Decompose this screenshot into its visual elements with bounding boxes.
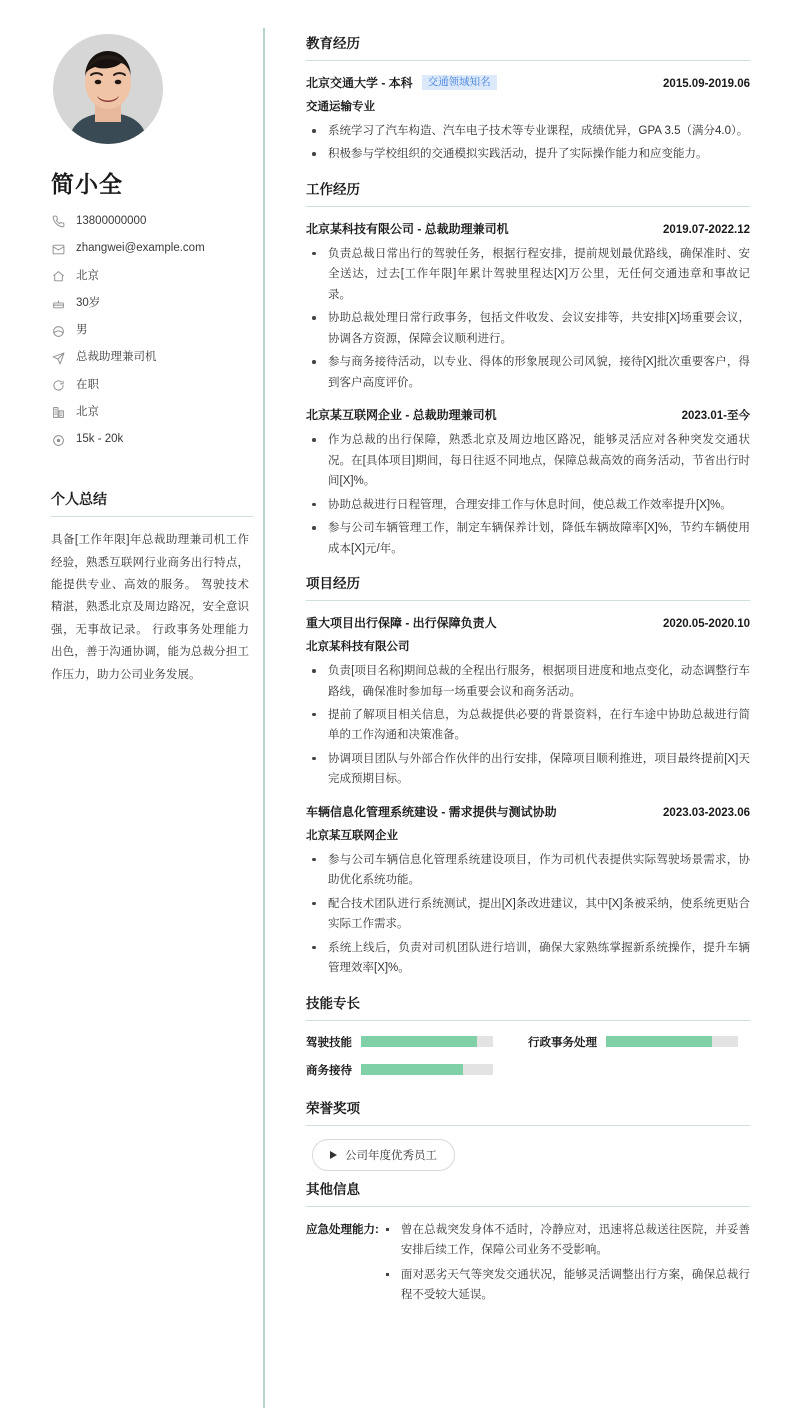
work-date: 2019.07-2022.12 (663, 223, 750, 236)
education-entry-head (306, 74, 750, 91)
project-company: 北京某互联网企业 (306, 829, 398, 842)
contact-location (52, 270, 237, 284)
list-item: 系统学习了汽车构造、汽车电子技术等专业课程，成绩优异，GPA 3.5（满分4.0）。 (308, 121, 750, 141)
list-item: 负责[项目名称]期间总裁的全程出行服务，根据项目进度和地点变化，动态调整行车路线，确保准时参加每一场重要会议和商务活动。 (308, 661, 750, 702)
honors-section-title: 荣誉奖项 (306, 1097, 750, 1126)
work-entry (306, 406, 750, 559)
list-item: 负责总裁日常出行的驾驶任务，根据行程安排，提前规划最优路线，确保准时、安全送达，过去[工作年限]年累计驾驶里程达[X]万公里，无任何交通违章和事故记录。 (308, 244, 750, 305)
section-education (306, 32, 750, 165)
contact-salary-value: 15k - 20k (76, 433, 124, 446)
skill-item (306, 1034, 528, 1050)
skill-progress-bar (361, 1064, 493, 1075)
work-entry-head (306, 406, 750, 423)
other-section-title: 其他信息 (306, 1178, 750, 1207)
avatar (53, 34, 163, 144)
gender-icon (52, 325, 69, 338)
contact-location-value: 北京 (76, 269, 99, 282)
contact-salary (52, 433, 237, 447)
contact-email-value: zhangwei@example.com (76, 242, 205, 255)
section-work (306, 178, 750, 559)
paper-plane-icon (52, 352, 69, 365)
honor-label: 公司年度优秀员工 (345, 1149, 437, 1162)
list-item: 曾在总裁突发身体不适时，冷静应对，迅速将总裁送往医院，并妥善安排后续工作，保障公司业务不受影响。 (383, 1220, 750, 1261)
contact-email (52, 242, 237, 256)
project-date: 2023.03-2023.06 (663, 806, 750, 819)
skill-item (306, 1062, 528, 1078)
contact-city-value: 北京 (76, 406, 99, 419)
play-triangle-icon (330, 1151, 337, 1159)
list-item: 提前了解项目相关信息，为总裁提供必要的背景资料，在行车途中协助总裁进行简单的工作沟通和决策准备。 (308, 705, 750, 746)
skill-label: 行政事务处理 (528, 1036, 597, 1049)
other-bullets (383, 1220, 750, 1310)
skill-progress-bar (606, 1036, 738, 1047)
education-section-title: 教育经历 (306, 32, 750, 61)
project-name: 重大项目出行保障 - 出行保障负责人 (306, 616, 497, 631)
honors-list (312, 1139, 750, 1171)
list-item: 系统上线后，负责对司机团队进行培训，确保大家熟练掌握新系统操作，提升车辆管理效率[X]%。 (308, 938, 750, 979)
skill-item (528, 1034, 750, 1050)
skill-progress-bar (361, 1036, 493, 1047)
skills-section-title: 技能专长 (306, 992, 750, 1021)
list-item: 作为总裁的出行保障，熟悉北京及周边地区路况，能够灵活应对各种突发交通状况。在[具体项目]期间，每日往返不同地点，保障总裁高效的商务活动，节省出行时间[X]%。 (308, 430, 750, 491)
list-item: 面对恶劣天气等突发交通状况，能够灵活调整出行方案，确保总裁行程不受较大延误。 (383, 1265, 750, 1306)
contact-city (52, 406, 237, 420)
contact-phone-value: 13800000000 (76, 215, 147, 227)
project-company: 北京某科技有限公司 (306, 641, 410, 654)
phone-icon (52, 215, 69, 228)
main-content (265, 0, 794, 1422)
education-date: 2015.09-2019.06 (663, 78, 750, 90)
section-skills (306, 992, 750, 1090)
work-date: 2023.01-至今 (681, 410, 750, 423)
list-item: 协助总裁处理日常行政事务，包括文件收发、会议安排等，共安排[X]场重要会议，协调各方资源，保障会议顺利进行。 (308, 308, 750, 349)
work-section-title: 工作经历 (306, 178, 750, 207)
contact-age (52, 297, 237, 311)
work-entry (306, 220, 750, 393)
project-name: 车辆信息化管理系统建设 - 需求提供与测试协助 (306, 804, 557, 819)
list-item: 协助总裁进行日程管理，合理安排工作与休息时间，使总裁工作效率提升[X]%。 (308, 495, 750, 515)
work-entry-head (306, 220, 750, 237)
skills-grid (306, 1034, 750, 1090)
list-item: 参与公司车辆信息化管理系统建设项目，作为司机代表提供实际驾驶场景需求，协助优化系统功能。 (308, 850, 750, 891)
page-title: 简小全 (51, 171, 123, 197)
skill-progress-fill (606, 1036, 712, 1047)
portrait-photo-icon (53, 34, 163, 144)
envelope-icon (52, 243, 69, 256)
work-position: 北京某互联网企业 - 总裁助理兼司机 (306, 408, 497, 423)
project-entry (306, 614, 750, 790)
summary-text: 具备[工作年限]年总裁助理兼司机工作经验，熟悉互联网行业商务出行特点，能提供专业、高效的服务。 驾驶技术精湛，熟悉北京及周边路况，安全意识强，无事故记录。 行政事务处理能力出色，善于沟通协调，能为总裁分担工作压力，助力公司业务发展。 (51, 534, 249, 681)
contact-list (52, 215, 237, 447)
contact-position (52, 351, 237, 365)
building-icon (52, 406, 69, 419)
projects-section-title: 项目经历 (306, 572, 750, 601)
education-major: 交通运输专业 (306, 101, 375, 113)
contact-status (52, 379, 237, 393)
skill-label: 商务接待 (306, 1064, 352, 1077)
other-row (306, 1220, 750, 1310)
education-school: 北京交通大学 - 本科 (306, 76, 413, 90)
refresh-icon (52, 379, 69, 392)
list-item: 参与公司车辆管理工作，制定车辆保养计划，降低车辆故障率[X]%，节约车辆使用成本[X]元/年。 (308, 518, 750, 559)
home-icon (52, 270, 69, 283)
contact-phone (52, 215, 237, 229)
work-bullets (308, 244, 750, 393)
education-bullets (308, 121, 750, 165)
list-item: 积极参与学校组织的交通模拟实践活动，提升了实际操作能力和应变能力。 (308, 144, 750, 164)
contact-age-value: 30岁 (76, 296, 101, 309)
section-honors (306, 1097, 750, 1171)
sidebar (0, 0, 265, 1422)
skill-progress-fill (361, 1036, 477, 1047)
work-bullets (308, 430, 750, 559)
project-date: 2020.05-2020.10 (663, 618, 750, 631)
skill-progress-fill (361, 1064, 463, 1075)
project-bullets (308, 850, 750, 979)
cake-icon (52, 297, 69, 310)
section-projects (306, 572, 750, 979)
project-entry (306, 803, 750, 979)
section-other (306, 1178, 750, 1310)
other-label: 应急处理能力: (306, 1223, 379, 1236)
status-badge: 交通领域知名 (422, 75, 497, 91)
work-position: 北京某科技有限公司 - 总裁助理兼司机 (306, 221, 509, 236)
skill-label: 驾驶技能 (306, 1036, 352, 1049)
list-item: 参与商务接待活动，以专业、得体的形象展现公司风貌，接待[X]批次重要客户，得到客户高度评价。 (308, 352, 750, 393)
contact-position-value: 总裁助理兼司机 (76, 351, 157, 364)
project-entry-head (306, 803, 750, 820)
contact-gender (52, 324, 237, 338)
contact-gender-value: 男 (76, 324, 88, 337)
contact-status-value: 在职 (76, 378, 99, 391)
project-bullets (308, 661, 750, 790)
coin-icon (52, 434, 69, 447)
summary-section-title: 个人总结 (51, 489, 253, 517)
project-entry-head (306, 614, 750, 631)
honor-chip[interactable] (312, 1139, 455, 1171)
list-item: 协调项目团队与外部合作伙伴的出行安排，保障项目顺利推进，项目最终提前[X]天完成预期目标。 (308, 749, 750, 790)
list-item: 配合技术团队进行系统测试，提出[X]条改进建议，其中[X]条被采纳，使系统更贴合实际工作需求。 (308, 894, 750, 935)
education-entry (306, 74, 750, 165)
